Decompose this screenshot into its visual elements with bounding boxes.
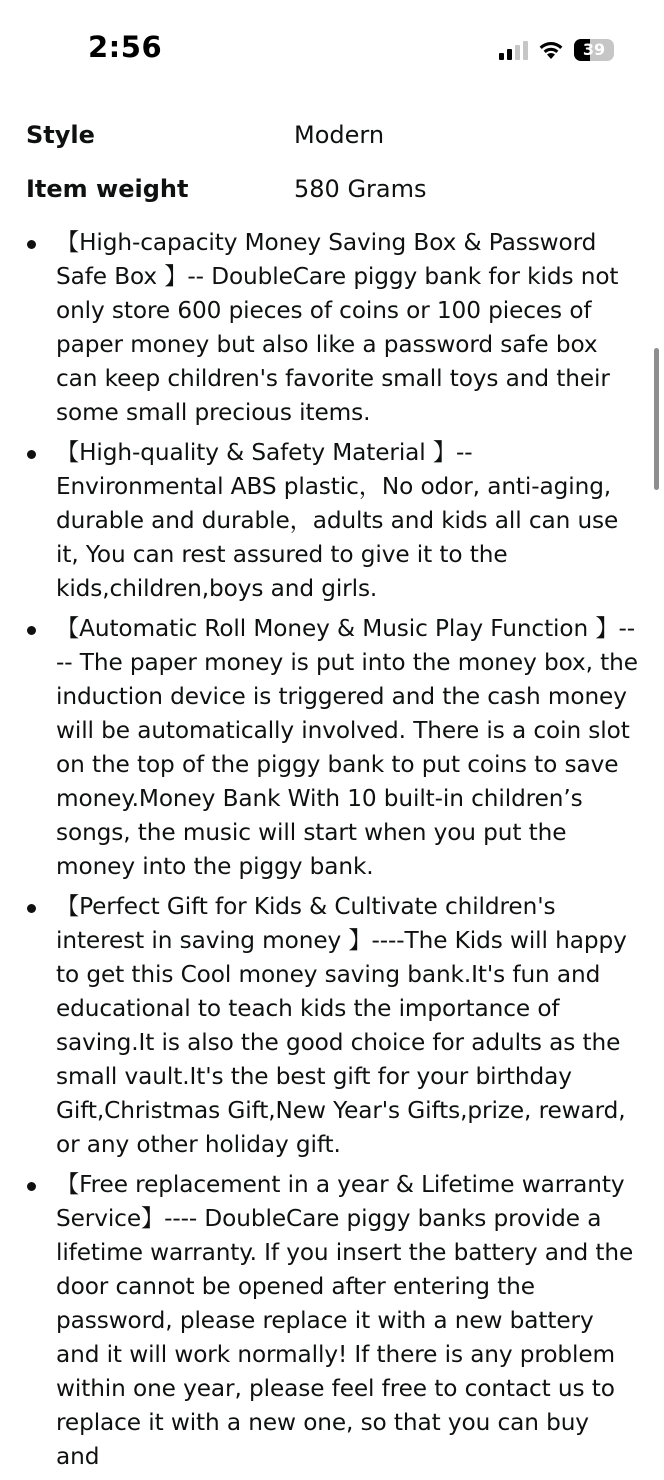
bullet-dot-icon — [27, 240, 36, 249]
spec-label: Style — [26, 121, 95, 149]
about-this-item-list — [0, 226, 664, 1480]
status-icons — [499, 36, 610, 64]
bullet-text: 【Free replacement in a year & Lifetime warranty Service】---- DoubleCare piggy banks provide a lifetime warranty. If you insert the battery and the door cannot be opened after entering the password, please replace it with a new battery and it will work normally! If there is any problem within one year, please feel free to contact us to replace it with a new one, so that you can buy and — [56, 1171, 634, 1470]
bullet-text: 【High-quality & Safety Material 】-- Environmental ABS plastic，No odor, anti-aging, durable and durable，adults and kids all can use it, You can rest assured to give it to the kids,children,boys and girls. — [56, 439, 619, 602]
status-time: 2:56 — [88, 30, 163, 64]
bullet-text: 【Automatic Roll Money & Music Play Function 】---- The paper money is put into the money box, the induction device is triggered and the cash money will be automatically involved. There is a coin slot on the top of the piggy bank to put coins to save money.Money Bank With 10 built-in children’s songs, the music will start when you put the money into the piggy bank. — [56, 615, 638, 880]
vertical-scrollbar[interactable] — [654, 348, 659, 490]
bullet-dot-icon — [27, 450, 36, 459]
list-item — [0, 436, 664, 606]
bullet-text: 【High-capacity Money Saving Box & Password Safe Box 】-- DoubleCare piggy bank for kids not only store 600 pieces of coins or 100 pieces of paper money but also like a password safe box can keep children's favorite small toys and their some small precious items. — [56, 229, 619, 426]
spec-value: 580 Grams — [294, 175, 427, 203]
list-item — [0, 612, 664, 884]
spec-value: Modern — [294, 121, 385, 149]
wifi-icon — [537, 39, 565, 61]
bullet-dot-icon — [27, 904, 36, 913]
list-item — [0, 1168, 664, 1474]
spec-row-style — [26, 108, 646, 162]
bullet-dot-icon — [27, 1182, 36, 1191]
spec-label: Item weight — [26, 175, 189, 203]
battery-icon — [574, 39, 610, 61]
product-specs — [26, 108, 646, 216]
bullet-text: 【Perfect Gift for Kids & Cultivate children's interest in saving money 】----The Kids will happy to get this Cool money saving bank.It's fun and educational to teach kids the importance of saving.It is also the good choice for adults as the small vault.It's the best gift for your birthday Gift,Christmas Gift,New Year's Gifts,prize, reward, or any other holiday gift. — [56, 893, 627, 1158]
cellular-signal-icon — [499, 40, 528, 60]
bullet-dot-icon — [27, 626, 36, 635]
status-bar — [0, 0, 664, 100]
list-item — [0, 226, 664, 430]
list-item — [0, 890, 664, 1162]
spec-row-item-weight — [26, 162, 646, 216]
battery-level: 39 — [582, 40, 606, 59]
